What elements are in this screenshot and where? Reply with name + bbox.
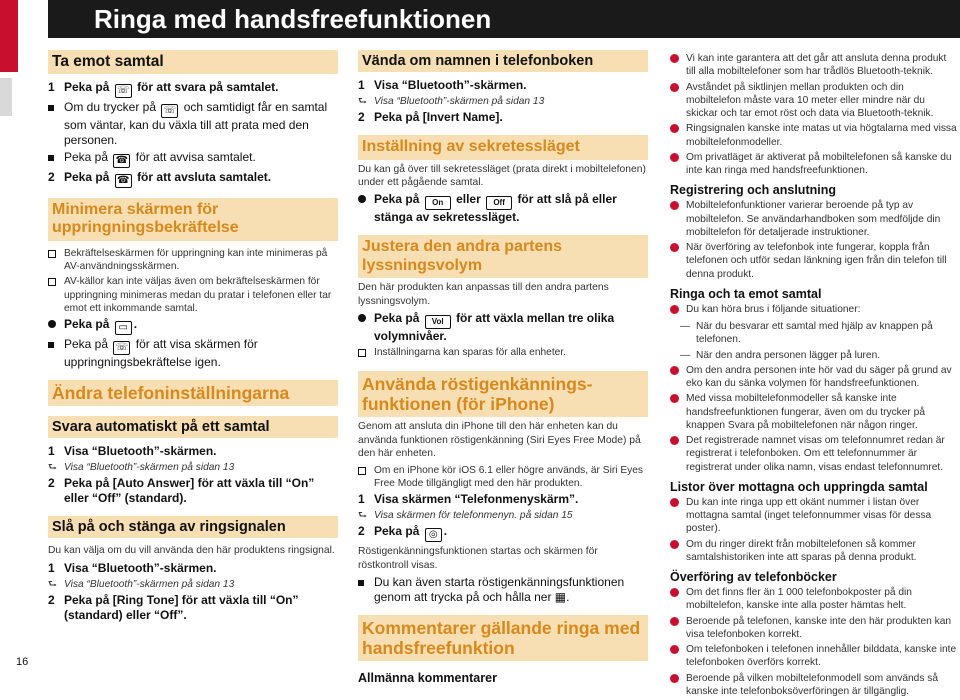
point: Om det finns fler än 1 000 telefonbokposter på din mobiltelefon, kanske inte alla poster hämtas helt. xyxy=(670,586,958,613)
point: Det registrerade namnet visas om telefonnumret redan är registrerat i telefonboken. Om ett telefonnummer är registrerat under olika namn, visas endast telefonnumret. xyxy=(670,434,958,474)
step: 1 Visa “Bluetooth”-skärmen. xyxy=(48,560,217,575)
point: Avståndet på siktlinjen mellan produkten och din mobiltelefon måste vara 10 meter eller mindre när du skickar och tar emot röst och data via Bluetooth-teknik. xyxy=(670,81,958,121)
point-dot-icon xyxy=(670,201,679,210)
section-title-privacy: Inställning av sekretessläget xyxy=(358,135,648,159)
subheading: Ringa och ta emot samtal xyxy=(670,286,822,301)
point: Du kan höra brus i följande situationer: xyxy=(670,303,958,318)
section-title-invert-name: Vända om namnen i telefonboken xyxy=(358,50,648,72)
section-title-voice-recognition: Använda röstigenkännings-funktionen (för iPhone) xyxy=(358,371,648,417)
step: 2 Peka på ☎ för att avsluta samtalet. xyxy=(48,170,272,186)
section-title-minimize: Minimera skärmen för uppringningsbekräftelse xyxy=(48,198,338,241)
bullet-square-icon xyxy=(48,155,54,161)
point-dot-icon xyxy=(670,243,679,252)
action: Peka på Vol för att växla mellan tre olika volymnivåer. xyxy=(358,311,648,344)
dial-icon: ☏ xyxy=(113,341,130,355)
page-title: Ringa med handsfreefunktionen xyxy=(94,4,492,34)
step: 1 Visa skärmen “Telefonmenyskärm”. xyxy=(358,492,579,507)
bullet: Om du trycker på ☏ och samtidigt får en samtal som väntar, kan du växla till att prata med den personen. xyxy=(48,100,338,148)
point: Om privatläget är aktiverat på mobiltelefonen så kanske du inte kan ringa med handsfreefunktionen. xyxy=(670,151,958,178)
page-number: 16 xyxy=(16,656,29,668)
action-dot-icon xyxy=(358,314,366,322)
step: 2 Peka på ◎ . xyxy=(358,524,448,541)
point: Beroende på vilken mobiltelefonmodell som används så kanske inte telefonboksöverföringen är tillgänglig. xyxy=(670,672,958,699)
point-dot-icon xyxy=(670,153,679,162)
section-title-volume: Justera den andra partens lyssningsvolym xyxy=(358,235,648,278)
hang-up-icon: ☎ xyxy=(113,154,130,168)
point: Om du ringer direkt från mobiltelefonen så kommer samtalshistoriken inte att sparas på denna produkt. xyxy=(670,538,958,565)
header-bar xyxy=(48,0,960,38)
point: Med vissa mobiltelefonmodeller så kanske inte handsfreefunktionen fungerar, även om du trycker på knappen Svara på mobiltelefonen när någon ringer. xyxy=(670,392,958,432)
phone-icon: ☏ xyxy=(115,84,132,98)
point-dot-icon xyxy=(670,674,679,683)
voice-icon: ◎ xyxy=(425,528,442,542)
point-dot-icon xyxy=(670,617,679,626)
point-dot-icon xyxy=(670,305,679,314)
section-title-general: Allmänna kommentarer xyxy=(358,671,497,686)
column-3 xyxy=(670,50,958,700)
note: Inställningarna kan sparas för alla enheter. xyxy=(358,346,648,361)
step: 1 Visa “Bluetooth”-skärmen. xyxy=(358,78,527,92)
bullet: Du kan även starta röstigenkänningsfunktionen genom att trycka på och hålla ner ▦. xyxy=(358,575,648,605)
column-2 xyxy=(358,50,648,685)
minimize-icon: ▭ xyxy=(115,321,132,335)
point-dot-icon xyxy=(670,124,679,133)
menu-icon: ▦ xyxy=(554,590,567,605)
note-icon xyxy=(358,467,366,475)
point-dot-icon xyxy=(670,645,679,654)
step: 2 Peka på [Ring Tone] för att växla till “On” (standard) eller “Off”. xyxy=(48,593,299,623)
note-icon xyxy=(48,278,56,286)
paragraph: Genom att ansluta din iPhone till den här enheten kan du använda funktionen röstigenkänning (Siri Eyes Free Mode) på den här enheten. xyxy=(358,421,641,460)
point: Mobiltelefonfunktioner varierar beroende på typ av mobiltelefon. Se användarhandboken som medföljde din mobiltelefon för detaljerade instruktioner. xyxy=(670,199,958,239)
bullet-square-icon xyxy=(48,342,54,348)
reference: ⮑ Visa skärmen för telefonmenyn. på sidan 15 xyxy=(358,510,573,522)
reference: ⮑ Visa “Bluetooth”-skärmen på sidan 13 xyxy=(358,96,545,107)
point: Ringsignalen kanske inte matas ut via högtalarna med vissa mobiltelefonmodeller. xyxy=(670,122,958,149)
point-dot-icon xyxy=(670,54,679,63)
point-dot-icon xyxy=(670,83,679,92)
paragraph: Röstigenkänningsfunktionen startas och skärmen för röstkontroll visas. xyxy=(358,546,598,571)
point-dot-icon xyxy=(670,588,679,597)
point-dot-icon xyxy=(670,540,679,549)
reference: ⮑ Visa “Bluetooth”-skärmen på sidan 13 xyxy=(48,462,235,474)
action-dot-icon xyxy=(358,195,366,203)
point-dot-icon xyxy=(670,394,679,403)
point-dot-icon xyxy=(670,436,679,445)
phone-icon: ☏ xyxy=(161,104,178,118)
step: 2 Peka på [Auto Answer] för att växla till “On” eller “Off” (standard). xyxy=(48,476,315,506)
point: Om telefonboken i telefonen innehåller bilddata, kanske inte telefonboken överförs korrekt. xyxy=(670,643,958,670)
reference: ⮑ Visa “Bluetooth”-skärmen på sidan 13 xyxy=(48,578,235,590)
column-1 xyxy=(48,50,338,625)
section-title-comments: Kommentarer gällande ringa med handsfreefunktion xyxy=(358,615,648,661)
point: När överföring av telefonbok inte fungerar, koppla från telefonen och utför sedan länkning igen från din telefon till denna produkt. xyxy=(670,241,958,281)
section-title-auto-answer: Svara automatiskt på ett samtal xyxy=(48,416,338,438)
step: 2 Peka på [Invert Name]. xyxy=(358,110,503,125)
section-title-phone-settings: Ändra telefoninställningarna xyxy=(48,380,338,406)
step: 1 Visa “Bluetooth”-skärmen. xyxy=(48,444,217,459)
sub-point: — När den andra personen lägger på luren. xyxy=(680,349,881,361)
note: Om en iPhone kör iOS 6.1 eller högre används, är Siri Eyes Free Mode tillgängligt med den här produkten. xyxy=(358,464,648,491)
point: Beroende på telefonen, kanske inte den här produkten kan visa telefonboken korrekt. xyxy=(670,615,958,642)
paragraph: Du kan välja om du vill använda den här produktens ringsignal. xyxy=(48,545,335,557)
note-icon xyxy=(358,349,366,357)
paragraph: Den här produkten kan anpassas till den andra partens lyssningsvolym. xyxy=(358,282,609,307)
point: Vi kan inte garantera att det går att ansluta denna produkt till alla mobiltelefoner som har trådlös Bluetooth-teknik. xyxy=(670,52,958,79)
section-title-ring-tone: Slå på och stänga av ringsignalen xyxy=(48,516,338,538)
bullet-square-icon xyxy=(48,105,54,111)
private-off-icon: Off xyxy=(486,196,512,210)
step: 1 Peka på ☏ för att svara på samtalet. xyxy=(48,80,279,96)
action-dot-icon xyxy=(48,320,56,328)
paragraph: Du kan gå över till sekretessläget (prata direkt i mobiltelefonen) under ett pågående samtal. xyxy=(358,163,646,189)
chapter-tab-secondary xyxy=(0,78,12,116)
note-icon xyxy=(48,250,56,258)
action: Peka på On eller Off för att slå på eller stänga av sekretessläget. xyxy=(358,192,648,225)
bullet: Peka på ☏ för att visa skärmen för uppringningsbekräftelse igen. xyxy=(48,337,338,370)
subheading: Registrering och anslutning xyxy=(670,183,836,198)
bullet-square-icon xyxy=(358,580,364,586)
subheading: Överföring av telefonböcker xyxy=(670,570,837,584)
section-title-receive-call: Ta emot samtal xyxy=(48,50,338,74)
bullet: Peka på ☎ för att avvisa samtalet. xyxy=(48,150,338,168)
chapter-tab xyxy=(0,0,18,72)
point-dot-icon xyxy=(670,366,679,375)
point: Du kan inte ringa upp ett okänt nummer i listan över mottagna samtal (inget telefonnummer visas för dessa poster). xyxy=(670,496,958,536)
point-dot-icon xyxy=(670,498,679,507)
subheading: Listor över mottagna och uppringda samtal xyxy=(670,479,928,494)
sub-point: — När du besvarar ett samtal med hjälp av knappen på telefonen. xyxy=(680,321,933,346)
note: AV-källor kan inte väljas även om bekräftelseskärmen för uppringning minimeras medan du pratar i telefonen eller tar emot ett inkommande samtal. xyxy=(48,275,338,315)
point: Om den andra personen inte hör vad du säger på grund av eko kan du sänka volymen för handsfreefunktionen. xyxy=(670,364,958,391)
private-on-icon: On xyxy=(425,196,451,210)
note: Bekräftelseskärmen för uppringning kan inte minimeras på AV-användningsskärmen. xyxy=(48,247,338,274)
hang-up-icon: ☎ xyxy=(115,174,132,188)
action: Peka på ▭ . xyxy=(48,317,338,335)
volume-icon: Vol xyxy=(425,315,451,329)
